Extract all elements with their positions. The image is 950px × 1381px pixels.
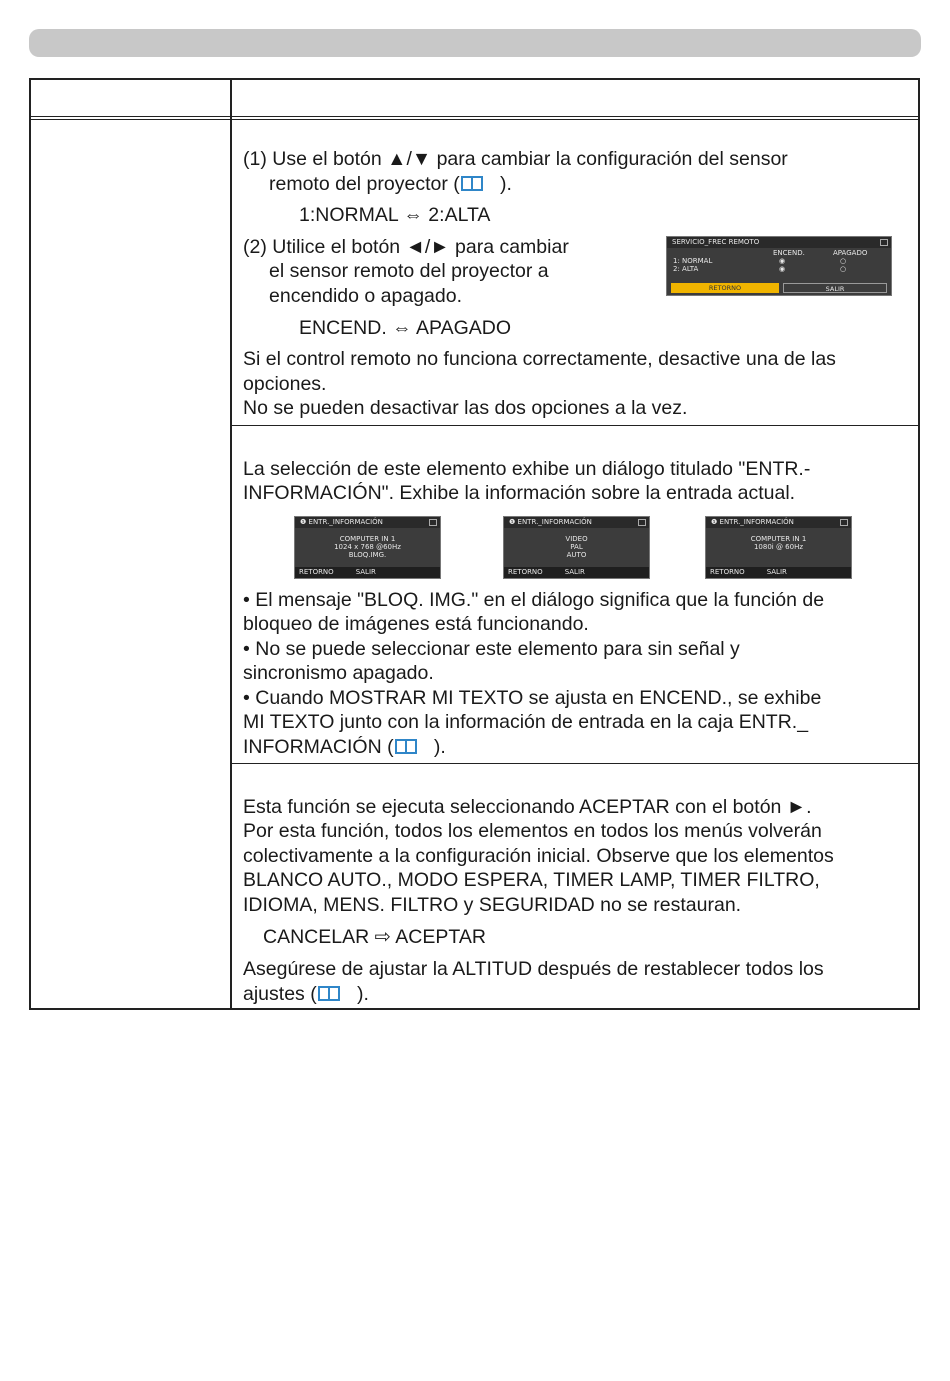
exit-icon [429,519,437,526]
column-divider [230,78,232,1010]
radio-off-icon: ○ [840,257,847,265]
info-line1: La selección de este elemento exhibe un diálogo titulado "ENTR.- [243,458,811,480]
menu-row-alta: 2: ALTA ◉ ○ [673,265,847,273]
info-icon: ❶ [509,518,516,526]
header-bar [29,29,921,57]
info-screenshot-hd: ❶ ENTR._INFORMACIÓN COMPUTER IN 1 1080i @ 60Hz RETORNO SALIR [705,516,852,579]
menu-row-normal: 1: NORMAL ◉ ○ [673,257,847,265]
info-icon: ❶ [711,518,718,526]
remote-option2: ENCEND. ⇔ APAGADO [299,317,512,339]
exit-icon [880,239,888,246]
info-bullet1-line2: bloqueo de imágenes está funcionando. [243,613,589,635]
radio-off-icon: ○ [840,265,847,273]
info-line2: INFORMACIÓN". Exhibe la información sobre la entrada actual. [243,482,796,504]
remote-freq-menu-screenshot [666,236,892,296]
remote-note-line1: Si el control remoto no funciona correctamente, desactive una de las [243,348,836,370]
radio-on-icon: ◉ [779,257,786,265]
book-icon[interactable] [460,175,484,192]
reset-note-line1: Asegúrese de ajustar la ALTITUD después de restablecer todos los [243,958,824,980]
info-bullet3-line1: • Cuando MOSTRAR MI TEXTO se ajusta en ENCEND., se exhibe [243,687,822,709]
row-divider-1 [231,425,920,426]
reset-note-line2: ajustes ( ). [243,983,369,1005]
header-row-bottom [29,116,920,117]
remote-step2-line1: (2) Utilice el botón ◄/► para cambiar [243,236,569,258]
reset-option: CANCELAR ⇨ ACEPTAR [263,926,486,948]
reset-line2: Por esta función, todos los elementos en todos los menús volverán [243,820,822,842]
remote-note-line2: opciones. [243,373,327,395]
reset-line5: IDIOMA, MENS. FILTRO y SEGURIDAD no se restauran. [243,894,742,916]
exit-icon [638,519,646,526]
remote-option1: 1:NORMAL ⇔ 2:ALTA [299,204,491,226]
info-bullet1-line1: • El mensaje "BLOQ. IMG." en el diálogo significa que la función de [243,589,825,611]
info-bullet3-line2: MI TEXTO junto con la información de entrada en la caja ENTR._ [243,711,809,733]
remote-step1-line1: (1) Use el botón ▲/▼ para cambiar la configuración del sensor [243,148,788,170]
info-bullet3-line3: INFORMACIÓN ( ). [243,736,446,758]
reset-line1: Esta función se ejecuta seleccionando ACEPTAR con el botón ►. [243,796,812,818]
info-bullet2-line2: sincronismo apagado. [243,662,434,684]
menu-header-row: ENCEND. APAGADO [773,249,868,257]
info-bullet2-line1: • No se puede seleccionar este elemento para sin señal y [243,638,740,660]
row-divider-2 [231,763,920,764]
header-row-bottom-double [29,119,920,120]
reset-line3: colectivamente a la configuración inicial. Observe que los elementos [243,845,834,867]
reset-line4: BLANCO AUTO., MODO ESPERA, TIMER LAMP, TIMER FILTRO, [243,869,820,891]
radio-on-icon: ◉ [779,265,786,273]
menu-exit-button[interactable]: SALIR [783,283,887,293]
remote-step1-line2: remoto del proyector ( ). [269,173,512,195]
info-screenshot-video: ❶ ENTR._INFORMACIÓN VIDEO PAL AUTO RETORNO SALIR [503,516,650,579]
remote-step2-line3: encendido o apagado. [269,285,463,307]
info-screenshot-computer: ❶ ENTR._INFORMACIÓN COMPUTER IN 1 1024 x 768 @60Hz BLOQ.IMG. RETORNO SALIR [294,516,441,579]
remote-step2-line2: el sensor remoto del proyector a [269,260,549,282]
remote-note-line3: No se pueden desactivar las dos opciones a la vez. [243,397,688,419]
book-icon[interactable] [394,738,418,755]
book-icon[interactable] [317,985,341,1002]
info-icon: ❶ [300,518,307,526]
menu-back-button[interactable]: RETORNO [671,283,779,293]
menu-title: SERVICIO_FREC REMOTO [667,237,891,248]
exit-icon [840,519,848,526]
